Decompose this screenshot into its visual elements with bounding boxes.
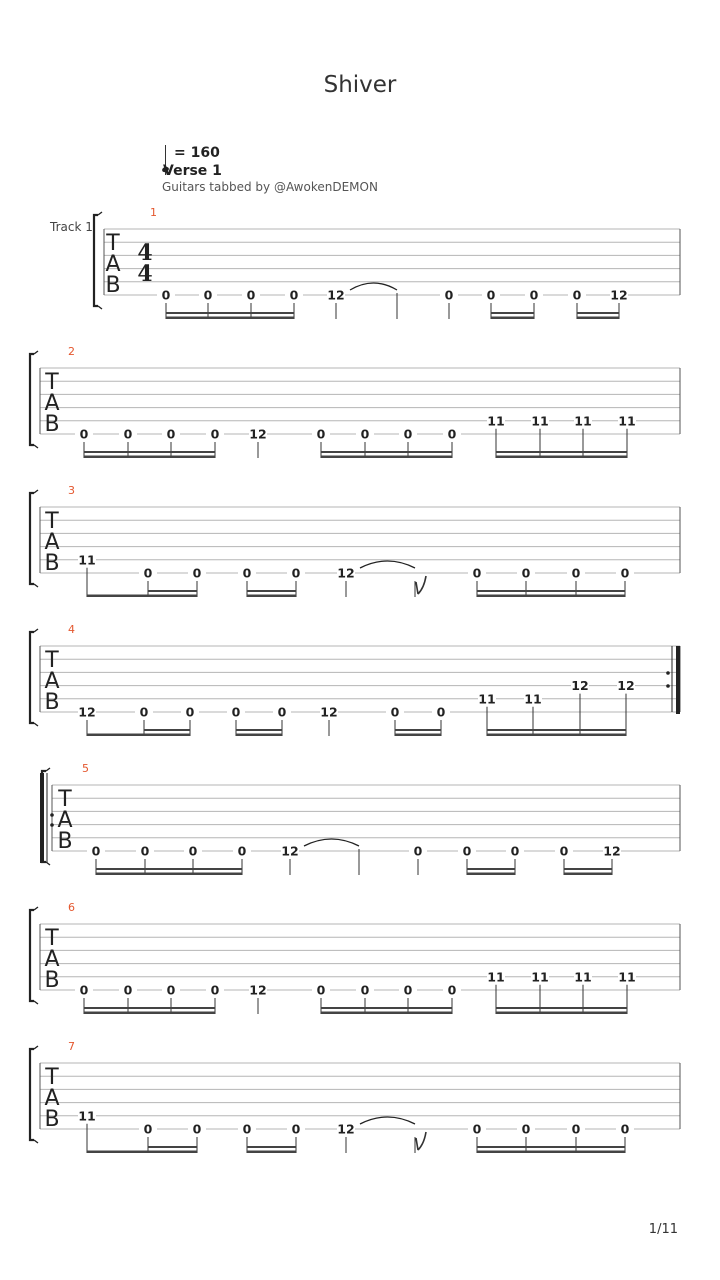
section-marker: Verse 1: [163, 163, 222, 179]
fret-number: 11: [487, 413, 505, 429]
bracket-hook: [34, 907, 38, 1004]
fret-number: 11: [531, 969, 549, 985]
fret-number: 11: [574, 969, 592, 985]
beam-eighth: [84, 1012, 215, 1015]
fret-number: 0: [559, 843, 569, 859]
measure-number: 1: [150, 206, 157, 219]
tab-clef-letter: A: [44, 391, 60, 416]
fret-number: 0: [571, 1121, 581, 1137]
beam-eighth: [467, 873, 515, 876]
fret-number: 0: [390, 704, 400, 720]
measure-number: 4: [68, 623, 75, 636]
measure-number: 2: [68, 345, 75, 358]
fret-number: 12: [327, 287, 345, 303]
fret-number: 12: [281, 843, 299, 859]
bracket-hook: [34, 1046, 38, 1143]
song-title: Shiver: [323, 72, 397, 98]
fret-number: 0: [277, 704, 287, 720]
page-indicator: 1/11: [648, 1222, 678, 1237]
beam-eighth: [321, 1012, 452, 1015]
fret-number: 12: [249, 982, 267, 998]
beam-sixteenth: [467, 868, 515, 870]
bracket-hook: [34, 629, 38, 726]
staff-system-7: [30, 1040, 680, 1153]
fret-number: 0: [166, 982, 176, 998]
fret-number: 12: [249, 426, 267, 442]
fret-number: 11: [531, 413, 549, 429]
tab-clef-letter: A: [57, 808, 73, 833]
fret-number: 0: [139, 704, 149, 720]
fret-number: 0: [486, 287, 496, 303]
fret-number: 12: [78, 704, 96, 720]
fret-number: 12: [610, 287, 628, 303]
beam-sixteenth: [321, 451, 452, 453]
fret-number: 11: [618, 969, 636, 985]
track-label: Track 1: [50, 220, 93, 234]
fret-number: 0: [123, 426, 133, 442]
tied-note-flag: [416, 576, 426, 594]
fret-number: 0: [403, 426, 413, 442]
beam-eighth: [477, 595, 625, 598]
beam-sixteenth: [84, 451, 215, 453]
beam-eighth: [247, 1151, 296, 1154]
fret-number: 0: [242, 1121, 252, 1137]
fret-number: 11: [574, 413, 592, 429]
fret-number: 0: [316, 982, 326, 998]
beam-sixteenth: [247, 590, 296, 592]
tab-clef-letter: A: [44, 947, 60, 972]
system-bracket: [30, 910, 34, 1001]
beam-sixteenth: [577, 312, 619, 314]
fret-number: 0: [510, 843, 520, 859]
beam-sixteenth: [321, 1007, 452, 1009]
repeat-dot: [666, 684, 670, 688]
staff-system-6: [30, 901, 680, 1014]
fret-number: 0: [447, 426, 457, 442]
bracket-hook: [34, 351, 38, 448]
staff-system-5: [40, 762, 680, 875]
beam-sixteenth: [477, 590, 625, 592]
fret-number: 0: [444, 287, 454, 303]
tab-clef-letter: A: [105, 252, 121, 277]
fret-number: 0: [192, 565, 202, 581]
fret-number: 0: [143, 1121, 153, 1137]
beam-eighth: [87, 1151, 197, 1154]
beam-sixteenth: [564, 868, 612, 870]
fret-number: 0: [620, 1121, 630, 1137]
repeat-end-thick-bar: [676, 646, 680, 714]
fret-number: 12: [617, 678, 635, 694]
tab-clef-letter: B: [44, 1107, 60, 1132]
system-bracket: [30, 1049, 34, 1140]
fret-number: 0: [472, 565, 482, 581]
tie-arc: [360, 561, 415, 568]
measure-number: 7: [68, 1040, 75, 1053]
transcriber-credit: Guitars tabbed by @AwokenDEMON: [162, 180, 378, 194]
staff-system-3: [30, 484, 680, 597]
fret-number: 0: [143, 565, 153, 581]
fret-number: 0: [79, 426, 89, 442]
beam-sixteenth: [496, 451, 627, 453]
beam-eighth: [321, 456, 452, 459]
system-bracket: [94, 215, 98, 306]
time-signature-numerator: 4: [137, 240, 153, 266]
fret-number: 12: [571, 678, 589, 694]
system-bracket: [30, 493, 34, 584]
tab-clef-letter: B: [105, 273, 121, 298]
tab-clef-letter: T: [45, 509, 59, 534]
fret-number: 11: [78, 1108, 96, 1124]
tie-arc: [350, 283, 397, 290]
beam-sixteenth: [496, 1007, 627, 1009]
fret-number: 0: [413, 843, 423, 859]
repeat-dot: [50, 823, 54, 827]
fret-number: 11: [618, 413, 636, 429]
fret-number: 0: [246, 287, 256, 303]
tab-clef-letter: B: [44, 968, 60, 993]
fret-number: 0: [360, 426, 370, 442]
measure-number: 3: [68, 484, 75, 497]
tab-clef-letter: T: [45, 926, 59, 951]
tab-clef-letter: A: [44, 1086, 60, 1111]
tab-clef-letter: B: [44, 690, 60, 715]
beam-sixteenth: [166, 312, 294, 314]
fret-number: 0: [91, 843, 101, 859]
fret-number: 0: [231, 704, 241, 720]
fret-number: 0: [123, 982, 133, 998]
fret-number: 0: [242, 565, 252, 581]
fret-number: 0: [316, 426, 326, 442]
beam-eighth: [477, 1151, 625, 1154]
tab-clef-letter: A: [44, 669, 60, 694]
beam-sixteenth: [236, 729, 282, 731]
fret-number: 0: [447, 982, 457, 998]
tie-arc: [360, 1117, 415, 1124]
beam-eighth: [491, 317, 534, 320]
system-bracket: [30, 354, 34, 445]
repeat-start-thick-bar: [40, 773, 44, 863]
beam-sixteenth: [247, 1146, 296, 1148]
time-signature-denominator: 4: [137, 261, 153, 287]
tab-clef-letter: T: [106, 231, 120, 256]
beam-eighth: [487, 734, 626, 737]
fret-number: 0: [210, 982, 220, 998]
beam-sixteenth: [148, 1146, 197, 1148]
repeat-dot: [666, 671, 670, 675]
fret-number: 0: [291, 565, 301, 581]
fret-number: 0: [166, 426, 176, 442]
beam-sixteenth: [144, 729, 190, 731]
fret-number: 12: [320, 704, 338, 720]
beam-eighth: [496, 1012, 627, 1015]
beam-eighth: [84, 456, 215, 459]
beam-eighth: [496, 456, 627, 459]
beam-eighth: [564, 873, 612, 876]
beam-eighth: [87, 734, 190, 737]
fret-number: 12: [603, 843, 621, 859]
fret-number: 0: [210, 426, 220, 442]
beam-eighth: [577, 317, 619, 320]
fret-number: 0: [140, 843, 150, 859]
beam-eighth: [96, 873, 242, 876]
measure-number: 6: [68, 901, 75, 914]
staff-system-4: [30, 623, 680, 736]
tab-clef-letter: T: [45, 370, 59, 395]
fret-number: 0: [237, 843, 247, 859]
beam-eighth: [247, 595, 296, 598]
beam-sixteenth: [96, 868, 242, 870]
system-bracket: [30, 632, 34, 723]
fret-number: 0: [571, 565, 581, 581]
fret-number: 0: [79, 982, 89, 998]
fret-number: 11: [78, 552, 96, 568]
beam-eighth: [87, 595, 197, 598]
measure-number: 5: [82, 762, 89, 775]
tab-clef-letter: B: [44, 412, 60, 437]
fret-number: 0: [472, 1121, 482, 1137]
fret-number: 0: [521, 1121, 531, 1137]
tied-note-flag: [416, 1132, 426, 1150]
beam-eighth: [166, 317, 294, 320]
fret-number: 11: [478, 691, 496, 707]
beam-sixteenth: [395, 729, 441, 731]
fret-number: 0: [192, 1121, 202, 1137]
tab-clef-letter: B: [44, 551, 60, 576]
beam-sixteenth: [84, 1007, 215, 1009]
tie-arc: [304, 839, 359, 846]
staff-system-1: [94, 206, 680, 319]
fret-number: 12: [337, 1121, 355, 1137]
tab-clef-letter: T: [58, 787, 72, 812]
tab-clef-letter: A: [44, 530, 60, 555]
fret-number: 0: [620, 565, 630, 581]
fret-number: 0: [203, 287, 213, 303]
fret-number: 0: [403, 982, 413, 998]
beam-sixteenth: [487, 729, 626, 731]
fret-number: 0: [572, 287, 582, 303]
beam-sixteenth: [491, 312, 534, 314]
fret-number: 0: [521, 565, 531, 581]
fret-number: 11: [524, 691, 542, 707]
tab-clef-letter: T: [45, 648, 59, 673]
fret-number: 0: [185, 704, 195, 720]
fret-number: 12: [337, 565, 355, 581]
fret-number: 0: [436, 704, 446, 720]
fret-number: 0: [188, 843, 198, 859]
staff-system-2: [30, 345, 680, 458]
repeat-dot: [50, 813, 54, 817]
tab-clef-letter: B: [57, 829, 73, 854]
fret-number: 0: [462, 843, 472, 859]
beam-eighth: [236, 734, 282, 737]
fret-number: 0: [161, 287, 171, 303]
fret-number: 0: [529, 287, 539, 303]
bracket-hook: [98, 212, 102, 309]
beam-sixteenth: [148, 590, 197, 592]
fret-number: 0: [291, 1121, 301, 1137]
beam-eighth: [395, 734, 441, 737]
bracket-hook: [34, 490, 38, 587]
fret-number: 0: [289, 287, 299, 303]
tab-clef-letter: T: [45, 1065, 59, 1090]
beam-sixteenth: [477, 1146, 625, 1148]
fret-number: 11: [487, 969, 505, 985]
tempo-value: = 160: [174, 145, 220, 161]
fret-number: 0: [360, 982, 370, 998]
